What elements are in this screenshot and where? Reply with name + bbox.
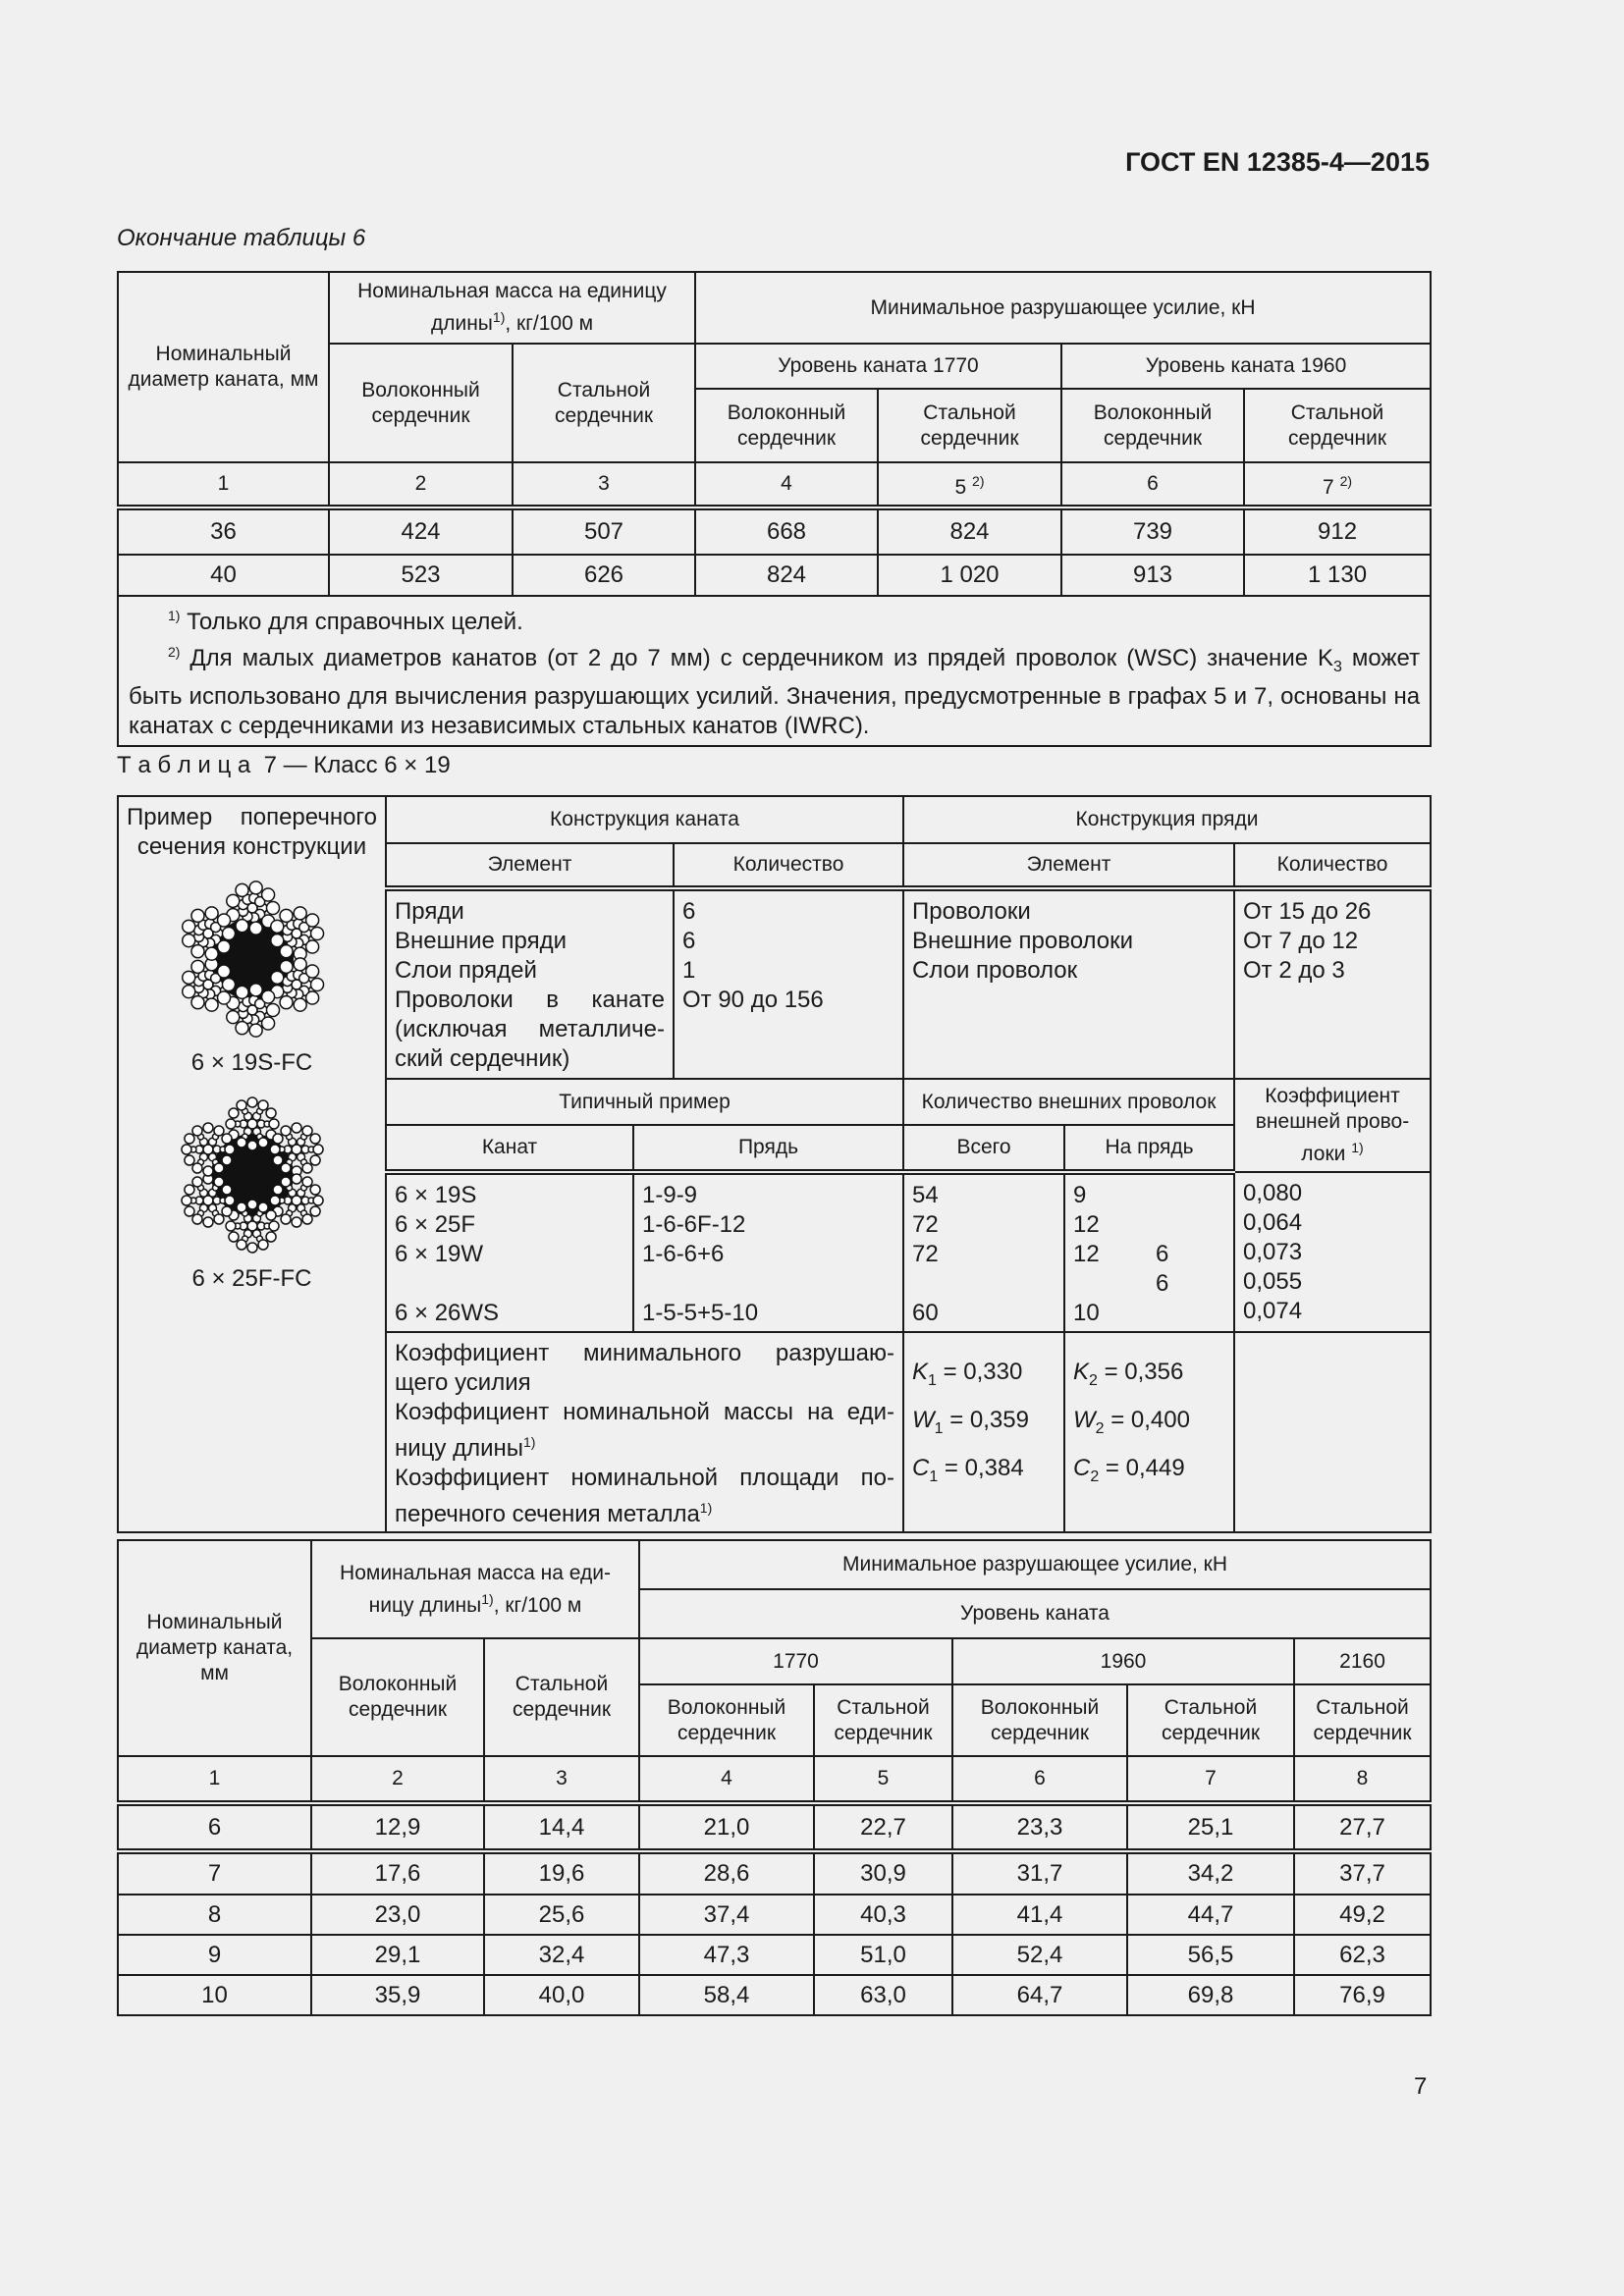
wire <box>228 1232 238 1242</box>
wire <box>182 986 194 998</box>
wire <box>310 1155 320 1165</box>
wire <box>202 1217 212 1227</box>
wire <box>222 1206 232 1216</box>
coefficient-c2: $C_2 = 0,449$ <box>1073 1454 1185 1485</box>
table-cell: 424 <box>329 507 513 555</box>
table-7-forces <box>117 1539 1432 2016</box>
header-rope-construction: Конструкция каната <box>386 796 903 843</box>
table-cell: 9 <box>118 1935 311 1975</box>
wire <box>266 1108 276 1118</box>
table-6-caption: Окончание таблицы 6 <box>117 225 366 251</box>
table-cell: 824 <box>878 507 1061 555</box>
table-cell: 56,5 <box>1127 1935 1294 1975</box>
wire <box>310 979 323 991</box>
header-diameter: Номинальный диаметр каната, мм <box>118 1540 311 1756</box>
table-cell: 47,3 <box>639 1935 814 1975</box>
wire <box>226 894 239 907</box>
cross-section-examples <box>118 796 386 1532</box>
wire <box>302 1214 312 1224</box>
header-steel-core: Стальной сердечник <box>484 1638 639 1756</box>
wire <box>313 1196 323 1205</box>
wire <box>236 920 248 933</box>
column-number: 2 <box>329 462 513 507</box>
wire <box>217 940 230 953</box>
wire <box>305 914 318 927</box>
wire <box>224 1145 234 1154</box>
column-number: 1 <box>118 1756 311 1803</box>
wire <box>281 1214 291 1224</box>
footnote-1: $^{1)}$ Только для справочных целей. <box>168 608 523 635</box>
example-per-strand: 9 12 12 10 6 6 <box>1064 1172 1234 1332</box>
wire <box>249 922 262 934</box>
table-row <box>118 1975 1431 2015</box>
table-cell: 29,1 <box>311 1935 484 1975</box>
header-steel-core: Стальной сердечник <box>878 389 1061 462</box>
wire <box>313 1145 323 1154</box>
table-cell: 739 <box>1061 507 1244 555</box>
table-row <box>118 1803 1431 1851</box>
table-cell: 40,3 <box>814 1895 952 1935</box>
wire <box>202 1166 212 1176</box>
header-outer-wire-count: Количество внешних проволок <box>903 1079 1234 1125</box>
header-force: Минимальное разрушающее усилие, кН <box>639 1540 1431 1589</box>
column-number: 4 <box>695 462 878 507</box>
header-level-1960: Уровень каната 1960 <box>1061 344 1431 389</box>
wire <box>258 1202 268 1212</box>
wire <box>266 1210 276 1220</box>
strand-quantities: От 15 до 26 От 7 до 12 От 2 до 3 <box>1234 888 1431 1079</box>
table-cell: 37,4 <box>639 1895 814 1935</box>
table-cell: 58,4 <box>639 1975 814 2015</box>
wire <box>237 1240 246 1250</box>
wire <box>280 909 293 922</box>
wire <box>237 1202 246 1212</box>
wire <box>294 958 306 971</box>
wire <box>237 1100 246 1110</box>
header-steel-core: Стальной сердечник <box>513 344 695 462</box>
header-level-1770: Уровень каната 1770 <box>695 344 1061 389</box>
column-number: 7 <box>1127 1756 1294 1803</box>
column-number: 4 <box>639 1756 814 1803</box>
header-fiber-core: Волоконный сердечник <box>639 1684 814 1756</box>
header-fiber-core: Волоконный сердечник <box>1061 389 1244 462</box>
wire <box>182 920 194 933</box>
table-cell: 22,7 <box>814 1803 952 1851</box>
wire <box>226 1011 239 1024</box>
table-cell: 8 <box>118 1895 311 1935</box>
wire <box>247 1141 257 1150</box>
cross-section-title: Пример поперечного сечения конструкции <box>127 804 377 860</box>
rope-elements: Пряди Внешние пряди Слои прядей Проволоки в канате (исключая металличе- ский сердечник) <box>386 888 674 1079</box>
header-rope-level: Уровень каната <box>639 1589 1431 1638</box>
image-label-6x25f: 6 × 25F-FC <box>191 1265 312 1292</box>
table-cell: 10 <box>118 1975 311 2015</box>
table-cell: 44,7 <box>1127 1895 1294 1935</box>
header-strand: Прядь <box>633 1125 903 1172</box>
table-cell: 35,9 <box>311 1975 484 2015</box>
column-number: 7 $^{2)}$ <box>1244 462 1431 507</box>
table-7-caption: Т а б л и ц а 7 — Класс 6 × 19 <box>117 752 451 778</box>
table-cell: 69,8 <box>1127 1975 1294 2015</box>
wire <box>184 1206 193 1216</box>
wire <box>270 971 283 984</box>
wire <box>305 991 318 1004</box>
table-cell: 6 <box>118 1803 311 1851</box>
header-mass: Номинальная масса на единицу длины$^{1)}$, кг/100 м <box>329 272 695 344</box>
wire <box>269 1221 279 1231</box>
table-cell: 31,7 <box>952 1851 1127 1895</box>
wire <box>261 990 274 1003</box>
header-typical-example: Типичный пример <box>386 1079 903 1125</box>
table-row <box>118 1851 1431 1895</box>
column-number: 5 <box>814 1756 952 1803</box>
table-cell: 41,4 <box>952 1895 1127 1935</box>
wire <box>258 1240 268 1250</box>
header-steel-core: Стальной сердечник <box>1127 1684 1294 1756</box>
wire <box>310 1134 320 1144</box>
column-number: 8 <box>1294 1756 1431 1803</box>
wire <box>184 1134 193 1144</box>
wire <box>236 883 248 896</box>
wire <box>184 1185 193 1195</box>
table-cell: 913 <box>1061 555 1244 596</box>
wire <box>191 1163 201 1173</box>
header-force: Минимальное разрушающее усилие, кН <box>695 272 1431 344</box>
header-rope: Канат <box>386 1125 633 1172</box>
table-row <box>118 555 1431 596</box>
wire <box>249 984 262 996</box>
table-cell: 37,7 <box>1294 1851 1431 1895</box>
column-number: 1 <box>118 462 329 507</box>
header-fiber-core: Волоконный сердечник <box>329 344 513 462</box>
table-row <box>118 1935 1431 1975</box>
wire <box>302 1177 312 1187</box>
wire <box>310 928 323 940</box>
header-fiber-core: Волоконный сердечник <box>311 1638 484 1756</box>
wire <box>281 1126 291 1136</box>
wire <box>249 881 262 894</box>
wire <box>184 1155 193 1165</box>
wire <box>236 1022 248 1035</box>
column-number: 3 <box>513 462 695 507</box>
header-element: Элемент <box>903 843 1234 888</box>
strand-elements: Проволоки Внешние проволоки Слои проволок <box>903 888 1234 1079</box>
table-cell: 523 <box>329 555 513 596</box>
column-number: 5 $^{2)}$ <box>878 462 1061 507</box>
wire <box>191 1126 201 1136</box>
wire <box>272 1155 282 1165</box>
wire <box>294 907 306 920</box>
wire <box>310 1206 320 1216</box>
wire <box>222 928 235 940</box>
wire <box>266 902 279 915</box>
wire <box>226 1221 236 1231</box>
wire <box>202 1123 212 1133</box>
table-cell: 507 <box>513 507 695 555</box>
column-number: 6 <box>1061 462 1244 507</box>
header-steel-core: Стальной сердечник <box>1244 389 1431 462</box>
table-cell: 36 <box>118 507 329 555</box>
table-cell: 824 <box>695 555 878 596</box>
wire <box>213 1163 223 1173</box>
wire <box>213 1126 223 1136</box>
header-steel-core: Стальной сердечник <box>814 1684 952 1756</box>
wire <box>258 1100 268 1110</box>
table-6 <box>117 271 1432 747</box>
header-element: Элемент <box>386 843 674 888</box>
wire <box>190 909 203 922</box>
wire <box>228 1108 238 1118</box>
example-totals: 54 72 72 60 <box>903 1172 1064 1332</box>
wire <box>217 914 230 927</box>
wire <box>217 991 230 1004</box>
wire <box>261 1017 274 1030</box>
table-cell: 1 020 <box>878 555 1061 596</box>
wire <box>258 1138 268 1148</box>
table-cell: 7 <box>118 1851 311 1895</box>
wire <box>266 1004 279 1017</box>
header-per-strand: На прядь <box>1064 1125 1234 1172</box>
table-cell: 63,0 <box>814 1975 952 2015</box>
header-level-1960: 1960 <box>952 1638 1294 1684</box>
wire <box>305 940 318 953</box>
coefficient-labels: Коэффициент минимального разрушаю- щего усилия Коэффициент номинальной массы на еди- ницу длины$^{1)}$ Коэффициент номинальной площади по- перечного сечения металла$^{1)}$ <box>386 1332 903 1532</box>
wire <box>302 1126 312 1136</box>
wire <box>190 945 203 958</box>
example-strands: 1-9-9 1-6-6F-12 1-6-6+6 1-5-5+5-10 <box>633 1172 903 1332</box>
table-cell: 34,2 <box>1127 1851 1294 1895</box>
wire <box>236 986 248 998</box>
wire <box>310 1185 320 1195</box>
wire <box>182 971 194 984</box>
wire <box>222 1185 232 1195</box>
table-row <box>118 507 1431 555</box>
example-ropes: 6 × 19S 6 × 25F 6 × 19W 6 × 26WS <box>386 1172 633 1332</box>
coefficient-c1: $C_1 = 0,384$ <box>912 1454 1024 1485</box>
table-cell: 52,4 <box>952 1935 1127 1975</box>
wire <box>182 934 194 947</box>
header-level-2160: 2160 <box>1294 1638 1431 1684</box>
table-cell: 1 130 <box>1244 555 1431 596</box>
coefficient-w2: $W_2 = 0,400$ <box>1073 1406 1190 1437</box>
header-quantity: Количество <box>674 843 903 888</box>
header-total: Всего <box>903 1125 1064 1172</box>
header-strand-construction: Конструкция пряди <box>903 796 1431 843</box>
table-cell: 62,3 <box>1294 1935 1431 1975</box>
wire <box>217 965 230 978</box>
wire <box>224 1196 234 1205</box>
table-cell: 17,6 <box>311 1851 484 1895</box>
wire <box>261 888 274 901</box>
wire <box>247 1200 257 1209</box>
wire <box>213 1177 223 1187</box>
table-cell: 25,6 <box>484 1895 639 1935</box>
wire <box>270 920 283 933</box>
table-cell: 23,3 <box>952 1803 1127 1851</box>
wire <box>292 1174 301 1184</box>
wire <box>294 998 306 1011</box>
wire <box>222 1155 232 1165</box>
header-fiber-core: Волоконный сердечник <box>952 1684 1127 1756</box>
wire <box>269 1119 279 1129</box>
header-quantity: Количество <box>1234 843 1431 888</box>
table-6-footnotes <box>118 596 1431 746</box>
table-cell: 21,0 <box>639 1803 814 1851</box>
footnote-2: $^{2)}$ Для малых диаметров канатов (от 2 до 7 мм) с сердечником из прядей проволок (WSC) значение $K_3$ может быть использовано для вычисления разрушающих усилий. Значения, предусмотренные в графах 5 и 7, основаны на канатах с сердечниками из независимых стальных канатов (IWRC). <box>129 644 1421 739</box>
wire <box>270 1196 280 1205</box>
page-number: 7 <box>1414 2073 1428 2100</box>
wire <box>181 1145 190 1154</box>
wire <box>191 1177 201 1187</box>
table-cell: 912 <box>1244 507 1431 555</box>
header-steel-core: Стальной сердечник <box>1294 1684 1431 1756</box>
empty-cell <box>1234 1332 1431 1532</box>
wire <box>222 1134 232 1144</box>
wire <box>281 1163 291 1173</box>
document-id: ГОСТ EN 12385-4—2015 <box>1125 147 1430 177</box>
rope-quantities: 6 6 1 От 90 до 156 <box>674 888 903 1079</box>
wire <box>191 1214 201 1224</box>
wire <box>205 947 218 960</box>
table-cell: 32,4 <box>484 1935 639 1975</box>
rope-cross-section-6x25f-image <box>169 1092 336 1258</box>
example-coefficients: 0,080 0,064 0,073 0,055 0,074 <box>1234 1172 1431 1332</box>
table-cell: 23,0 <box>311 1895 484 1935</box>
table-cell: 40 <box>118 555 329 596</box>
coefficient-k1: $K_1 = 0,330$ <box>912 1359 1023 1389</box>
wire <box>205 907 218 920</box>
table-cell: 40,0 <box>484 1975 639 2015</box>
header-diameter: Номинальный диаметр каната, мм <box>118 272 329 462</box>
wire <box>181 1196 190 1205</box>
table-cell: 27,7 <box>1294 1803 1431 1851</box>
table-7 <box>117 795 1432 1533</box>
image-label-6x19s: 6 × 19S-FC <box>190 1049 313 1076</box>
table-cell: 28,6 <box>639 1851 814 1895</box>
table-cell: 25,1 <box>1127 1803 1294 1851</box>
wire <box>281 1177 291 1187</box>
wire <box>226 1119 236 1129</box>
table-cell: 30,9 <box>814 1851 952 1895</box>
rope-cross-section-6x19s-image <box>169 876 336 1042</box>
table-cell: 19,6 <box>484 1851 639 1895</box>
wire <box>205 998 218 1011</box>
header-level-1770: 1770 <box>639 1638 952 1684</box>
coefficient-w1: $W_1 = 0,359$ <box>912 1406 1029 1437</box>
wire <box>280 960 293 973</box>
column-number: 3 <box>484 1756 639 1803</box>
wire <box>266 1232 276 1242</box>
table-cell: 76,9 <box>1294 1975 1431 2015</box>
column-number: 2 <box>311 1756 484 1803</box>
coefficients-steel <box>1064 1332 1234 1532</box>
wire <box>272 1134 282 1144</box>
table-cell: 51,0 <box>814 1935 952 1975</box>
table-cell: 668 <box>695 507 878 555</box>
wire <box>247 1243 257 1253</box>
table-cell: 12,9 <box>311 1803 484 1851</box>
column-number: 6 <box>952 1756 1127 1803</box>
wire <box>237 1138 246 1148</box>
wire <box>305 965 318 978</box>
table-cell: 49,2 <box>1294 1895 1431 1935</box>
header-outer-wire-coefficient: Коэффициент внешней прово-локи $^{1)}$ <box>1234 1079 1431 1172</box>
table-cell: 64,7 <box>952 1975 1127 2015</box>
wire <box>270 1145 280 1154</box>
wire <box>270 934 283 947</box>
wire <box>292 1217 301 1227</box>
wire <box>302 1163 312 1173</box>
wire <box>292 1123 301 1133</box>
header-fiber-core: Волоконный сердечник <box>695 389 878 462</box>
table-cell: 14,4 <box>484 1803 639 1851</box>
header-mass: Номинальная масса на еди-ницу длины$^{1)}$, кг/100 м <box>311 1540 639 1638</box>
table-cell: 626 <box>513 555 695 596</box>
wire <box>222 979 235 991</box>
wire <box>272 1185 282 1195</box>
coefficients-fiber <box>903 1332 1064 1532</box>
wire <box>280 945 293 958</box>
wire <box>190 960 203 973</box>
table-row <box>118 1895 1431 1935</box>
wire <box>280 996 293 1009</box>
wire <box>190 996 203 1009</box>
wire <box>249 1024 262 1037</box>
coefficient-k2: $K_2 = 0,356$ <box>1073 1359 1184 1389</box>
wire <box>247 1097 257 1107</box>
wire <box>213 1214 223 1224</box>
